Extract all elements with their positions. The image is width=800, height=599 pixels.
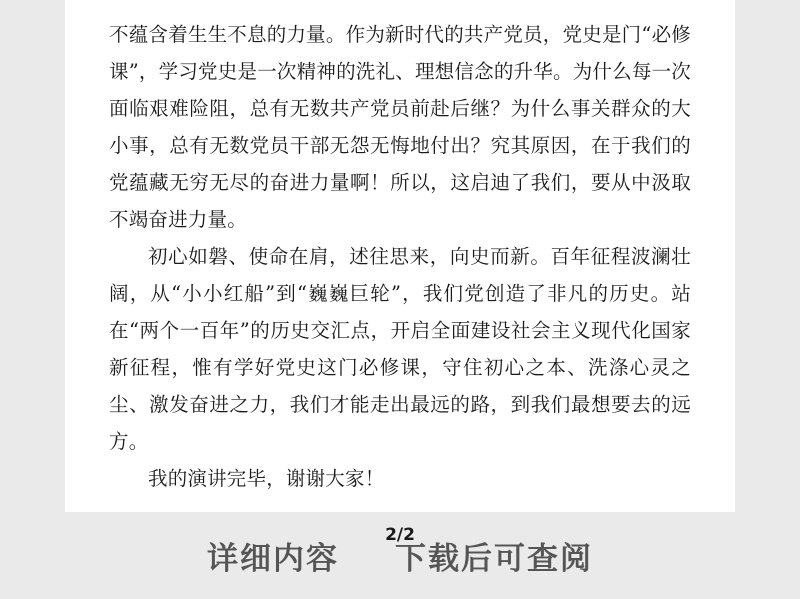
paragraph: 我的演讲完毕，谢谢大家！ [148,467,385,490]
footer-download-label: 下载后可查阅 [395,541,593,577]
paragraph: 初心如磐、使命在肩，述往思来，向史而新。百年征程波澜壮阔，从“小小红船”到“巍巍巨轮”，我们党创造了非凡的历史。站在“两个一百年”的历史交汇点，开启全面建设社会主义现代化国家新征程，惟有学好党史这门必修课，守住初心之本、洗涤心灵之尘、激发奋进之力，我们才能走出最远的路，到我们最想要去的远方。 [109,245,691,453]
footer-detail-label: 详细内容 [207,541,339,577]
footer-banner [0,512,800,599]
paragraph: 不蕴含着生生不息的力量。作为新时代的共产党员，党史是门“必修课”，学习党史是一次精神的洗礼、理想信念的升华。为什么每一次面临艰难险阻，总有无数共产党员前赴后继？为什么事关群众的大小事，总有无数党员干部无怨无悔地付出？究其原因，在于我们的党蕴藏无穷无尽的奋进力量啊！所以，这启迪了我们，要从中汲取不竭奋进力量。 [109,23,691,231]
page-number: 2/2 [385,525,415,545]
document-body [109,16,691,497]
document-page [65,0,735,545]
